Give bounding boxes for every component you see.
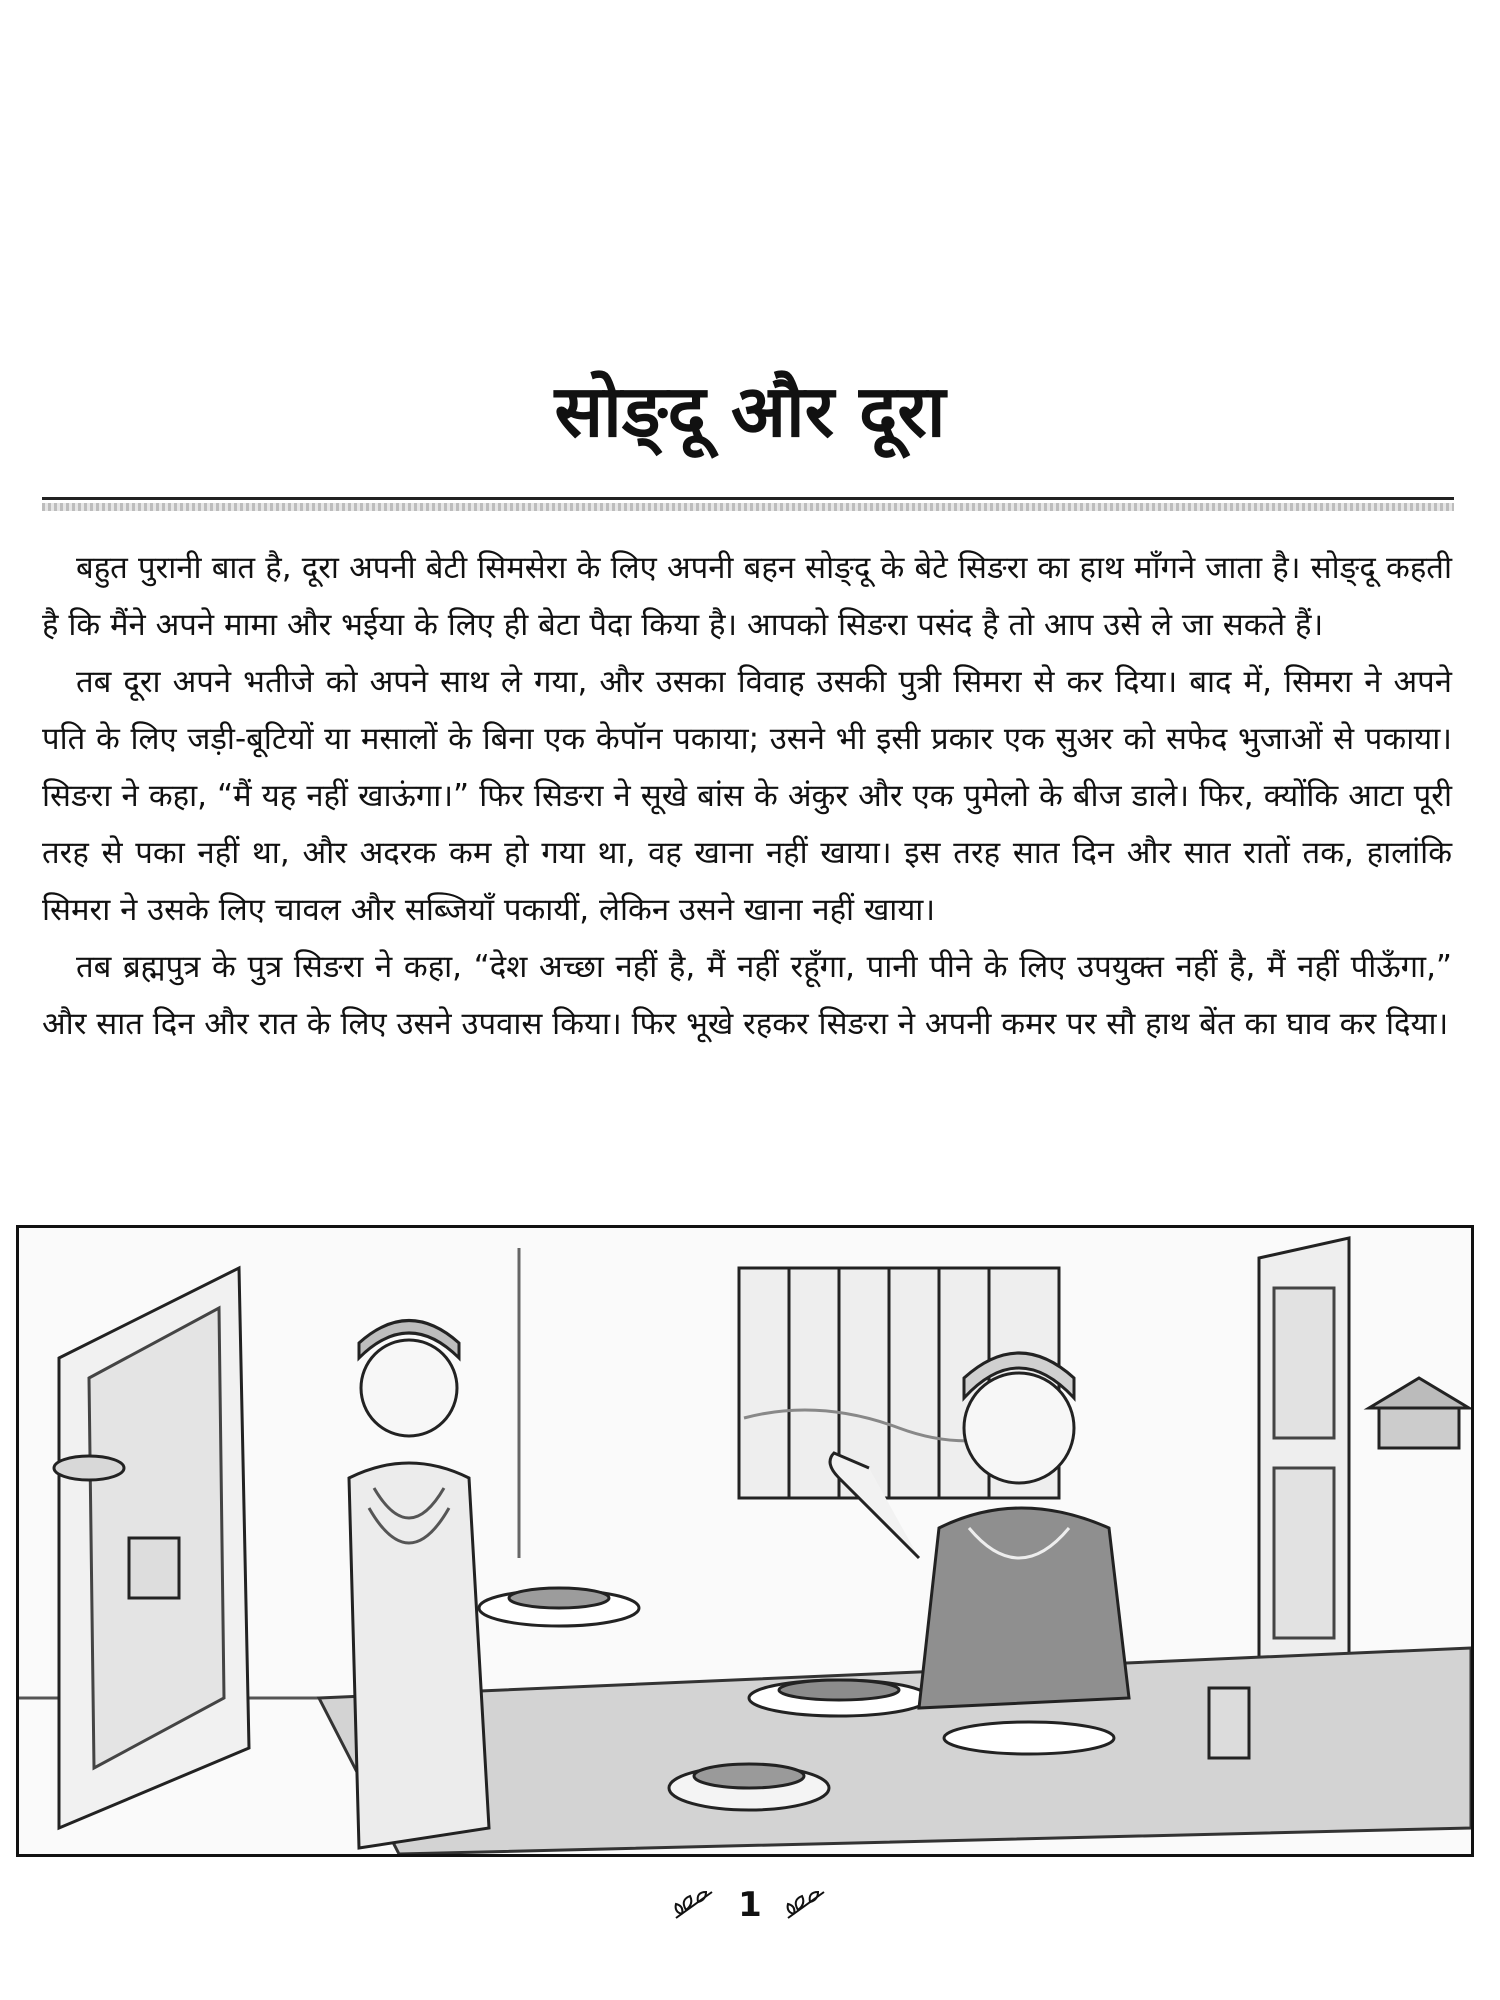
page-footer (0, 1880, 1500, 1930)
page-number: 1 (738, 1885, 762, 1925)
title-divider (42, 497, 1454, 500)
leaf-ornament-icon (672, 1888, 716, 1922)
page-title: सोङ्दू और दूरा (554, 369, 946, 453)
story-illustration (16, 1225, 1474, 1857)
paragraph-2: तब दूरा अपने भतीजे को अपने साथ ले गया, और उसका विवाह उसकी पुत्री सिमरा से कर दिया। बाद में, सिमरा ने अपने पति के लिए जड़ी-बूटियों या मसालों के बिना एक केपॉन पकाया; उसने भी इसी प्रकार एक सुअर को सफेद भुजाओं से पकाया। सिङरा ने कहा, “मैं यह नहीं खाऊंगा।” फिर सिङरा ने सूखे बांस के अंकुर और एक पुमेलो के बीज डाले। फिर, क्योंकि आटा पूरी तरह से पका नहीं था, और अदरक कम हो गया था, वह खाना नहीं खाया। इस तरह सात दिन और सात रातों तक, हालांकि सिमरा ने उसके लिए चावल और सब्जियाँ पकायीं, लेकिन उसने खाना नहीं खाया। (42, 664, 1452, 928)
paragraph-1: बहुत पुरानी बात है, दूरा अपनी बेटी सिमसेरा के लिए अपनी बहन सोङ्दू के बेटे सिङरा का हाथ माँगने जाता है। सोङ्दू कहती है कि मैंने अपने मामा और भईया के लिए ही बेटा पैदा किया है। आपको सिङरा पसंद है तो आप उसे ले जा सकते हैं। (42, 550, 1452, 643)
title-divider-shading (42, 503, 1454, 511)
paragraph-3: तब ब्रह्मपुत्र के पुत्र सिङरा ने कहा, “देश अच्छा नहीं है, मैं नहीं रहूँगा, पानी पीने के लिए उपयुक्त नहीं है, मैं नहीं पीऊँगा,” और सात दिन और रात के लिए उसने उपवास किया। फिर भूखे रहकर सिङरा ने अपनी कमर पर सौ हाथ बेंत का घाव कर दिया। (42, 949, 1452, 1042)
leaf-ornament-icon (784, 1888, 828, 1922)
illustration-drawing (19, 1228, 1471, 1854)
story-text (42, 540, 1452, 1053)
